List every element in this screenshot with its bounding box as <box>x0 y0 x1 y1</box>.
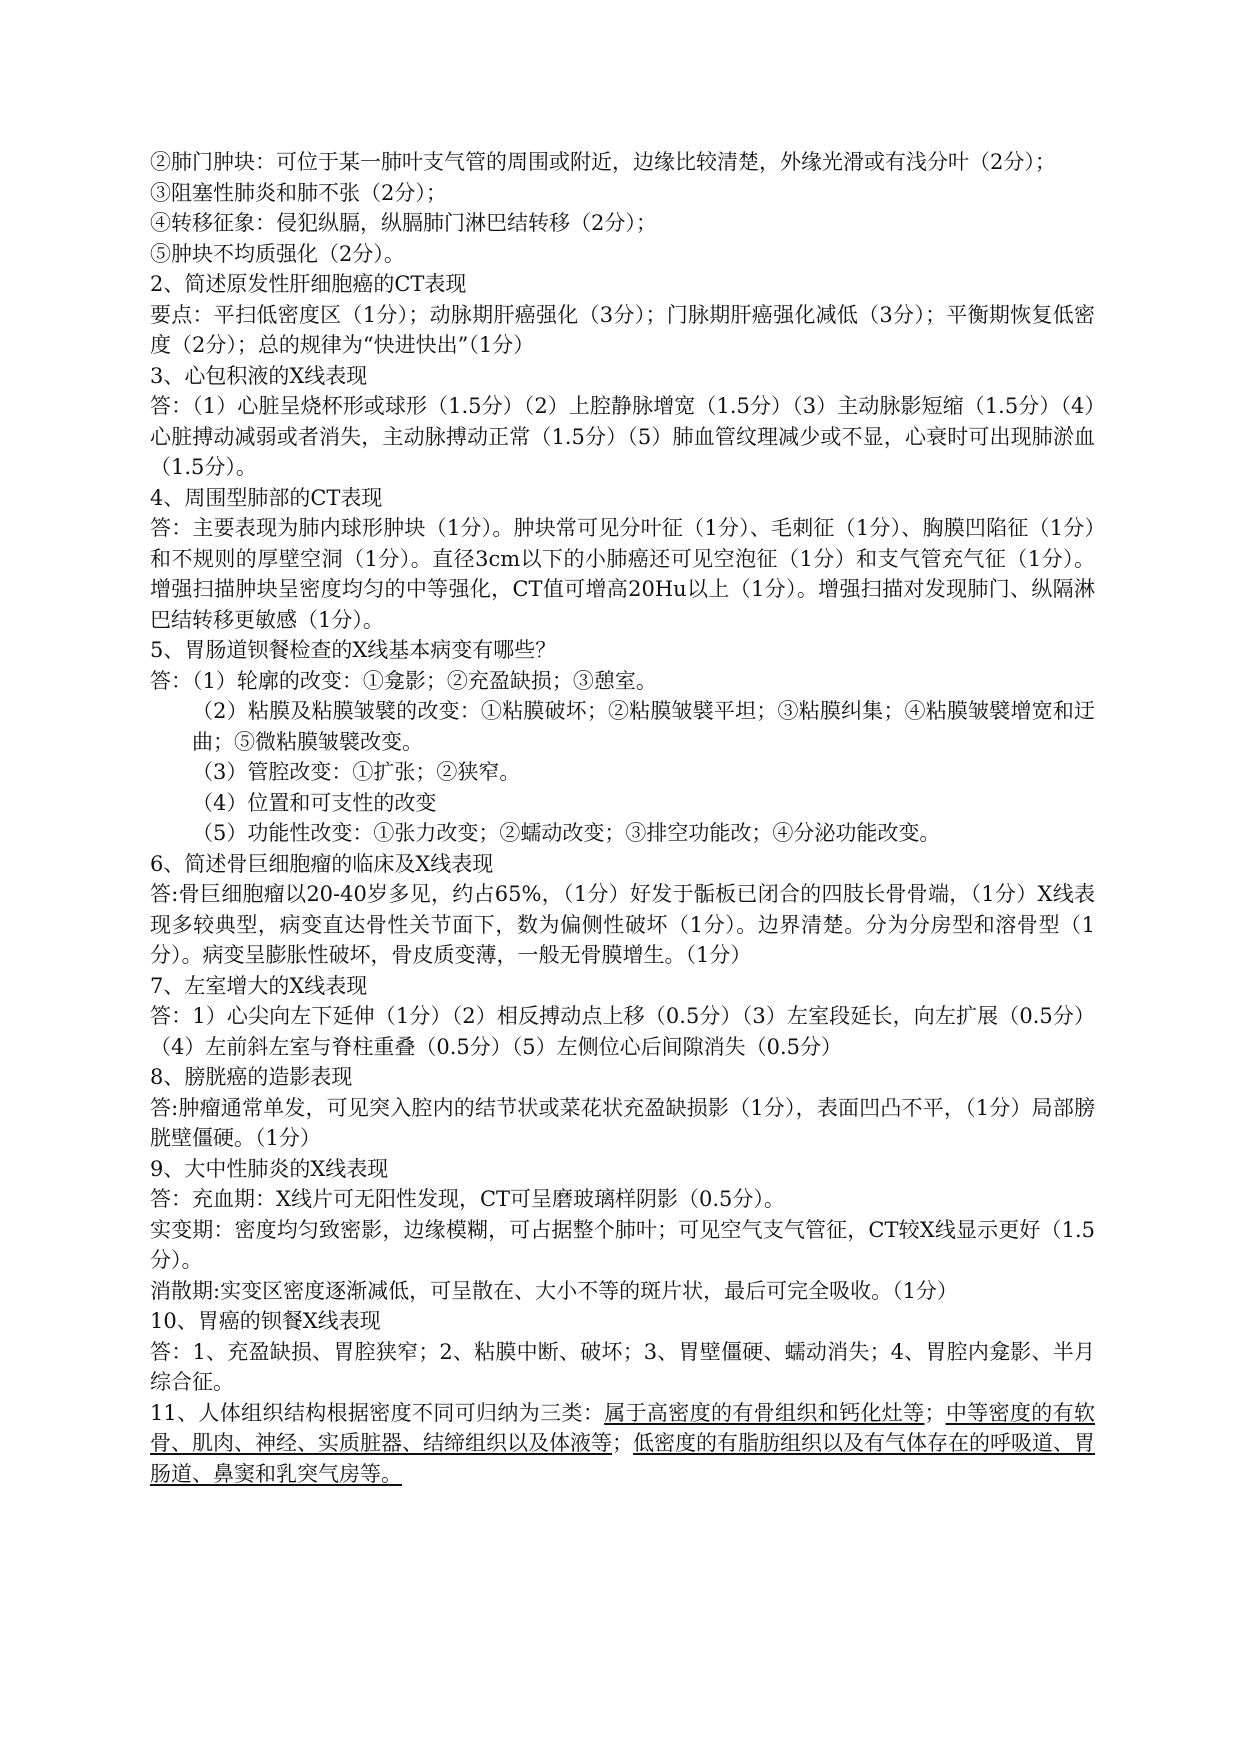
question-11-separator-1: ； <box>924 1400 946 1425</box>
question-2-answer: 要点：平扫低密度区（1分）；动脉期肝癌强化（3分）；门脉期肝癌强化减低（3分）；平衡期恢复低密度（2分）；总的规律为“快进快出”（1分） <box>150 302 1095 357</box>
question-7-answer: 答：1）心尖向左下延伸（1分）（2）相反搏动点上移（0.5分）（3）左室段延长，向左扩展（0.5分）（4）左前斜左室与脊柱重叠（0.5分）（5）左侧位心后间隙消失（0.5分） <box>150 1004 1095 1059</box>
question-11-low-density: 低密度的有脂肪组织以及有气体存在的呼吸道、胃肠道、鼻窦和乳突气房等。 <box>150 1431 1095 1486</box>
question-5-answer-2: （2）粘膜及粘膜皱襞的改变：①粘膜破坏；②粘膜皱襞平坦；③粘膜纠集；④粘膜皱襞增宽和迂曲；⑤微粘膜皱襞改变。 <box>192 699 1095 754</box>
question-8-title: 8、膀胱癌的造影表现 <box>150 1065 353 1089</box>
question-9-answer-resolution: 消散期:实变区密度逐渐减低，可呈散在、大小不等的斑片状，最后可完全吸收。（1分） <box>150 1278 958 1303</box>
question-8-answer: 答:肿瘤通常单发，可见突入腔内的结节状或菜花状充盈缺损影（1分），表面凹凸不平，（1分）局部膀胱壁僵硬。（1分） <box>150 1095 1095 1150</box>
question-4-title: 4、周围型肺部的CT表现 <box>150 485 383 510</box>
document-body <box>150 147 1095 1489</box>
question-9-title: 9、大中性肺炎的X线表现 <box>150 1156 389 1181</box>
question-6-answer: 答:骨巨细胞瘤以20-40岁多见，约占65%，（1分）好发于骺板已闭合的四肢长骨骨端，（1分）X线表现多较典型，病变直达骨性关节面下，数为偏侧性破坏（1分）。边界清楚。分为分房型和溶骨型（1分）。病变呈膨胀性破坏，骨皮质变薄，一般无骨膜增生。（1分） <box>150 882 1095 967</box>
question-3-answer: 答：（1）心脏呈烧杯形或球形（1.5分）（2）上腔静脉增宽（1.5分）（3）主动脉影短缩（1.5分）（4）心脏搏动减弱或者消失，主动脉搏动正常（1.5分）（5）肺血管纹理减少或不显，心衰时可出现肺淤血（1.5分）。 <box>150 394 1095 479</box>
question-10-answer: 答：1、充盈缺损、胃腔狭窄；2、粘膜中断、破坏；3、胃壁僵硬、蠕动消失；4、胃腔内龛影、半月综合征。 <box>150 1339 1095 1394</box>
line-3-obstructive-pneumonia: ③阻塞性肺炎和肺不张（2分）； <box>150 180 447 205</box>
question-5-answer-1: 答：（1）轮廓的改变：①龛影；②充盈缺损；③憩室。 <box>150 668 657 693</box>
question-11-separator-2: ； <box>612 1431 633 1455</box>
question-10-title: 10、胃癌的钡餐X线表现 <box>150 1309 381 1333</box>
question-5-answer-3: （3）管腔改变：①扩张；②狭窄。 <box>192 760 521 784</box>
question-11-medium-density: 中等密度的有软骨、肌肉、神经、实质脏器、结缔组织以及体液等 <box>150 1400 1096 1455</box>
question-11-high-density: 属于高密度的有骨组织和钙化灶等 <box>604 1400 925 1425</box>
question-9-answer-congestion: 答：充血期：X线片可无阳性发现，CT可呈磨玻璃样阴影（0.5分）。 <box>150 1187 785 1211</box>
question-7-title: 7、左室增大的X线表现 <box>150 973 368 998</box>
question-11-lead: 11、人体组织结构根据密度不同可归纳为三类： <box>150 1400 605 1425</box>
line-5-enhancement: ⑤肿块不均质强化（2分）。 <box>150 241 405 266</box>
question-4-answer: 答：主要表现为肺内球形肿块（1分）。肿块常可见分叶征（1分）、毛刺征（1分）、胸膜凹陷征（1分）和不规则的厚壁空洞（1分）。直径3cm以下的小肺癌还可见空泡征（1分）和支气管充气征（1分）。增强扫描肿块呈密度均匀的中等强化，CT值可增高20Hu以上（1分）。增强扫描对发现肺门、纵隔淋巴结转移更敏感（1分）。 <box>150 516 1095 632</box>
question-6-title: 6、简述骨巨细胞瘤的临床及X线表现 <box>150 851 494 876</box>
question-11 <box>150 1398 1095 1490</box>
question-5-answer-5: （5）功能性改变：①张力改变；②蠕动改变；③排空功能改；④分泌功能改变。 <box>192 821 941 845</box>
question-5-title: 5、胃肠道钡餐检查的X线基本病变有哪些？ <box>150 638 557 662</box>
question-2-title: 2、简述原发性肝细胞癌的CT表现 <box>150 272 467 296</box>
line-2-hilar-mass: ②肺门肿块：可位于某一肺叶支气管的周围或附近，边缘比较清楚，外缘光滑或有浅分叶（2分）； <box>150 150 1056 174</box>
question-9-answer-consolidation: 实变期：密度均匀致密影，边缘模糊，可占据整个肺叶；可见空气支气管征，CT较X线显示更好（1.5分）。 <box>150 1217 1095 1272</box>
line-4-metastasis: ④转移征象：侵犯纵膈，纵膈肺门淋巴结转移（2分）； <box>150 211 657 235</box>
question-5-answer-4: （4）位置和可支性的改变 <box>192 790 437 815</box>
question-3-title: 3、心包积液的X线表现 <box>150 363 368 388</box>
